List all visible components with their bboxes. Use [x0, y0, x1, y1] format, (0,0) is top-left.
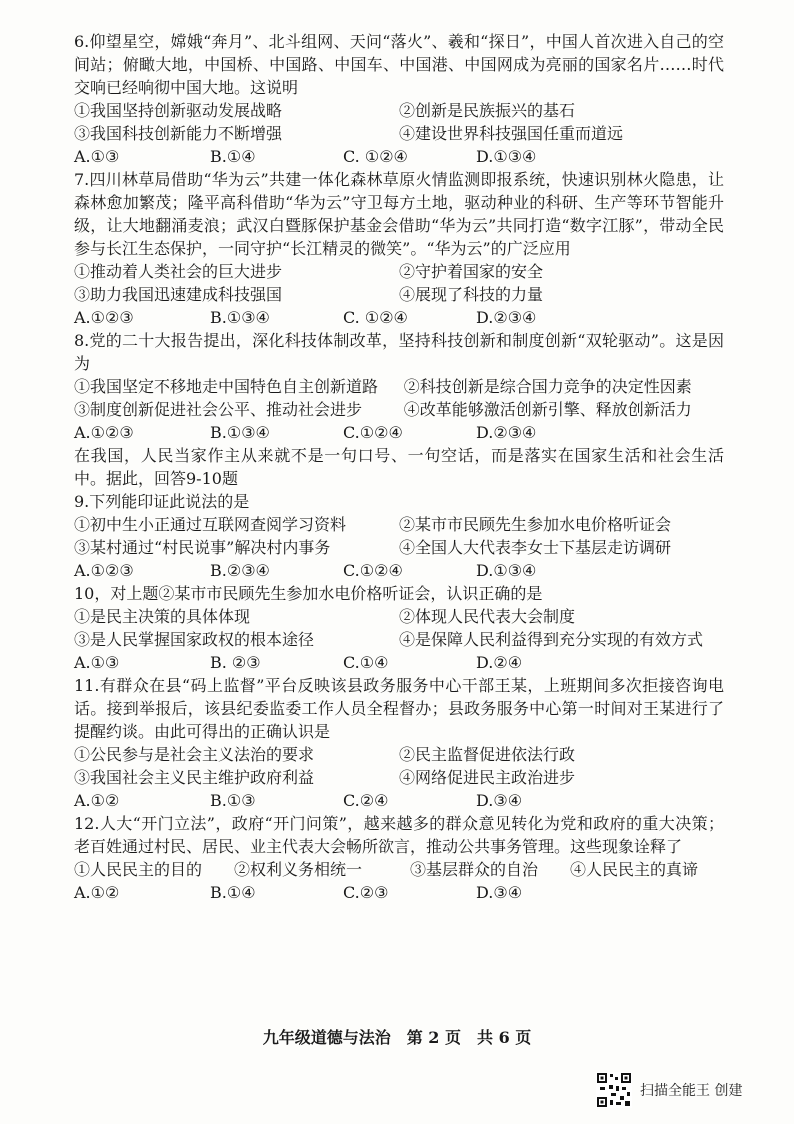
answer-choice: C.②③: [343, 883, 389, 902]
answer-choice: C.②④: [343, 791, 389, 810]
option: ③我国科技创新能力不断增强: [74, 124, 283, 143]
option: ②权利义务相统一: [234, 860, 363, 879]
option: ④改革能够激活创新引擎、释放创新活力: [403, 400, 692, 419]
answer-choice: D.①③④: [476, 147, 537, 166]
scanner-watermark: [596, 1072, 742, 1108]
question-9-stem: 9.下列能印证此说法的是: [74, 492, 250, 511]
question-12-options: [74, 858, 724, 881]
option: ④全国人大代表李女士下基层走访调研: [399, 538, 672, 557]
option: ③是人民掌握国家政权的根本途径: [74, 630, 315, 649]
question-9-options: [74, 513, 724, 536]
option: ①我国坚定不移地走中国特色自主创新道路: [74, 377, 379, 396]
answer-choice: C.①④: [343, 653, 389, 672]
answer-choice: C. ①②④: [343, 308, 408, 327]
answer-choice: A.①③: [74, 653, 120, 672]
question-9-10-intro: 在我国，人民当家作主从来就不是一句口号、一句空话，而是落实在国家生活和社会生活中。据此，回答9-10题: [74, 446, 724, 488]
option: ④建设世界科技强国任重而道远: [399, 124, 624, 143]
answer-choice: D.②③④: [476, 308, 537, 327]
answer-choice: C. ①②④: [343, 147, 408, 166]
option: ①推动着人类社会的巨大进步: [74, 262, 283, 281]
question-9-answers: [74, 559, 724, 582]
option: ②某市市民顾先生参加水电价格听证会: [399, 515, 672, 534]
answer-choice: D.②③④: [476, 423, 537, 442]
option: ③某村通过“村民说事”解决村内事务: [74, 538, 331, 557]
question-6-answers: [74, 145, 724, 168]
answer-choice: B.①④: [210, 147, 256, 166]
scanner-label: 扫描全能王 创建: [640, 1083, 743, 1099]
question-11-answers: [74, 789, 724, 812]
answer-choice: A.①②③: [74, 423, 134, 442]
option: ①是民主决策的具体体现: [74, 607, 251, 626]
question-8-stem: 8.党的二十大报告提出，深化科技体制改革，坚持科技创新和制度创新“双轮驱动”。这是因为: [74, 331, 724, 373]
answer-choice: B. ②③: [210, 653, 261, 672]
option: ②守护着国家的安全: [399, 262, 544, 281]
option: ④网络促进民主政治进步: [399, 768, 576, 787]
answer-choice: B.①③④: [210, 423, 270, 442]
answer-choice: A.①②: [74, 791, 120, 810]
qr-code-icon: [596, 1072, 632, 1108]
answer-choice: B.①④: [210, 883, 256, 902]
option: ②科技创新是综合国力竞争的决定性因素: [403, 377, 692, 396]
answer-choice: A.①②: [74, 883, 120, 902]
question-7-answers: [74, 306, 724, 329]
answer-choice: B.①③: [210, 791, 256, 810]
answer-choice: D.③④: [476, 791, 523, 810]
question-8-options: [74, 375, 724, 398]
option: ②民主监督促进依法行政: [399, 745, 576, 764]
option: ④人民民主的真谛: [570, 860, 699, 879]
answer-choice: B.②③④: [210, 561, 270, 580]
question-10-options: [74, 605, 724, 628]
question-6-options: [74, 99, 724, 122]
answer-choice: A.①③: [74, 147, 120, 166]
option: ①我国坚持创新驱动发展战略: [74, 101, 283, 120]
option: ③制度创新促进社会公平、推动社会进步: [74, 400, 363, 419]
answer-choice: A.①②③: [74, 561, 134, 580]
answer-choice: A.①②③: [74, 308, 134, 327]
answer-choice: C.①②④: [343, 423, 403, 442]
option: ③助力我国迅速建成科技强国: [74, 285, 283, 304]
question-10-stem: 10，对上题②某市市民顾先生参加水电价格听证会，认识正确的是: [74, 584, 543, 603]
question-8-answers: [74, 421, 724, 444]
answer-choice: D.①③④: [476, 561, 537, 580]
answer-choice: D.②④: [476, 653, 523, 672]
question-7-options: [74, 260, 724, 283]
question-6-stem: 6.仰望星空，嫦娥“奔月”、北斗组网、天问“落火”、羲和“探日”，中国人首次进入自己的空间站；俯瞰大地，中国桥、中国路、中国车、中国港、中国网成为亮丽的国家名片……时代交响已经响彻中国大地。这说明: [74, 32, 724, 97]
option: ④是保障人民利益得到充分实现的有效方式: [399, 630, 704, 649]
option: ①人民民主的目的: [74, 860, 203, 879]
answer-choice: D.③④: [476, 883, 523, 902]
answer-choice: C.①②④: [343, 561, 403, 580]
option: ③我国社会主义民主维护政府利益: [74, 768, 315, 787]
option: ①公民参与是社会主义法治的要求: [74, 745, 315, 764]
option: ③基层群众的自治: [410, 860, 539, 879]
option: ②创新是民族振兴的基石: [399, 101, 576, 120]
option: ②体现人民代表大会制度: [399, 607, 576, 626]
question-7-stem: 7.四川林草局借助“华为云”共建一体化森林草原火情监测即报系统，快速识别林火隐患，让森林愈加繁茂；隆平高科借助“华为云”守卫每方土地，驱动种业的科研、生产等环节智能升级，让大地翻涌麦浪；武汉白暨豚保护基金会借助“华为云”共同打造“数字江豚”，带动全民参与长江生态保护，一同守护“长江精灵的微笑”。“华为云”的广泛应用: [74, 170, 724, 258]
option: ①初中生小正通过互联网查阅学习资料: [74, 515, 347, 534]
question-12-answers: [74, 881, 724, 904]
answer-choice: B.①③④: [210, 308, 270, 327]
question-12-stem: 12.人大“开门立法”，政府“开门问策”，越来越多的群众意见转化为党和政府的重大决策；老百姓通过村民、居民、业主代表大会畅所欲言，推动公共事务管理。这些现象诠释了: [74, 814, 724, 856]
question-10-answers: [74, 651, 724, 674]
question-list: [74, 30, 724, 904]
question-11-stem: 11.有群众在县“码上监督”平台反映该县政务服务中心干部王某，上班期间多次拒接咨询电话。接到举报后，该县纪委监委工作人员全程督办；县政务服务中心第一时间对王某进行了提醒约谈。由此可得出的正确认识是: [74, 676, 724, 741]
question-11-options: [74, 743, 724, 766]
option: ④展现了科技的力量: [399, 285, 544, 304]
page-footer: 九年级道德与法治 第 2 页 共 6 页: [262, 1028, 532, 1047]
